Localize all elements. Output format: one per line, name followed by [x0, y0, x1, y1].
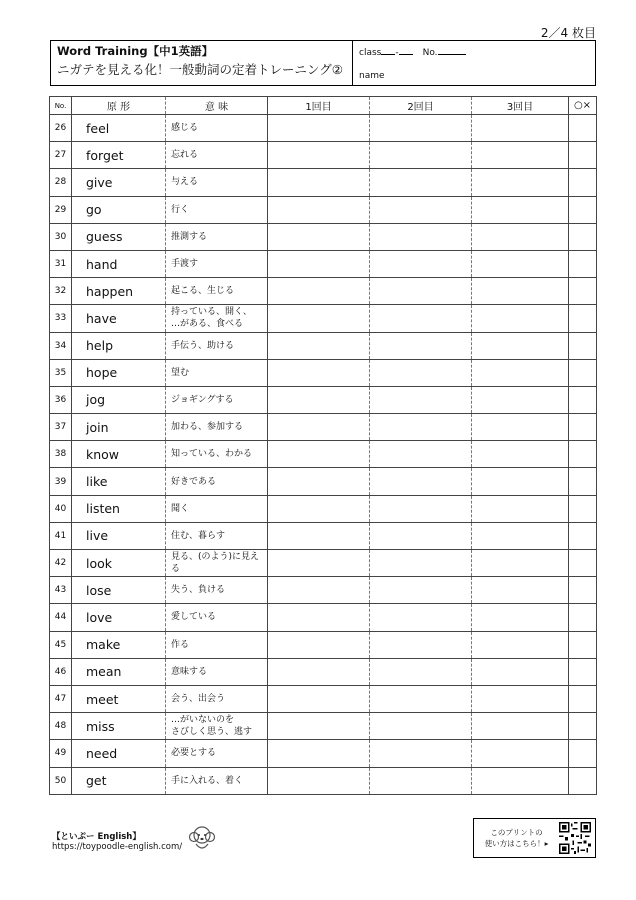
word-cell: live	[72, 522, 166, 549]
row-number: 34	[50, 332, 72, 359]
check-cell[interactable]	[569, 468, 597, 495]
row-number: 27	[50, 142, 72, 169]
answer-cell-1[interactable]	[268, 441, 370, 468]
check-cell[interactable]	[569, 169, 597, 196]
table-row	[50, 441, 597, 468]
class-separator: -	[395, 48, 399, 58]
check-cell[interactable]	[569, 495, 597, 522]
check-cell[interactable]	[569, 740, 597, 767]
meaning-cell: 推測する	[166, 223, 268, 250]
word-cell: like	[72, 468, 166, 495]
answer-cell-3[interactable]	[472, 441, 569, 468]
check-cell[interactable]	[569, 278, 597, 305]
meaning-cell: …がいないのを さびしく思う、逃す	[166, 713, 268, 740]
answer-cell-1[interactable]	[268, 740, 370, 767]
word-cell: mean	[72, 658, 166, 685]
answer-cell-2[interactable]	[370, 278, 472, 305]
row-number: 37	[50, 414, 72, 441]
answer-cell-2[interactable]	[370, 550, 472, 577]
word-cell: miss	[72, 713, 166, 740]
header-no: No.	[50, 97, 72, 115]
number-field[interactable]	[423, 45, 466, 60]
answer-cell-3[interactable]	[472, 658, 569, 685]
answer-cell-1[interactable]	[268, 522, 370, 549]
meaning-cell: 愛している	[166, 604, 268, 631]
meaning-cell: 手伝う、助ける	[166, 332, 268, 359]
table-row	[50, 495, 597, 522]
check-cell[interactable]	[569, 223, 597, 250]
row-number: 42	[50, 550, 72, 577]
meaning-cell: 知っている、わかる	[166, 441, 268, 468]
answer-cell-2[interactable]	[370, 713, 472, 740]
row-number: 30	[50, 223, 72, 250]
answer-cell-2[interactable]	[370, 169, 472, 196]
answer-cell-2[interactable]	[370, 631, 472, 658]
answer-cell-3[interactable]	[472, 740, 569, 767]
answer-cell-1[interactable]	[268, 386, 370, 413]
answer-cell-3[interactable]	[472, 169, 569, 196]
word-cell: know	[72, 441, 166, 468]
word-cell: join	[72, 414, 166, 441]
word-cell: make	[72, 631, 166, 658]
answer-cell-2[interactable]	[370, 441, 472, 468]
name-label: name	[359, 71, 385, 81]
table-row	[50, 550, 597, 577]
check-cell[interactable]	[569, 550, 597, 577]
table-row	[50, 631, 597, 658]
meaning-cell: 行く	[166, 196, 268, 223]
answer-cell-1[interactable]	[268, 468, 370, 495]
row-number: 46	[50, 658, 72, 685]
table-row	[50, 115, 597, 142]
answer-cell-1[interactable]	[268, 142, 370, 169]
table-row	[50, 142, 597, 169]
meaning-cell: 好きである	[166, 468, 268, 495]
site-url[interactable]: https://toypoodle-english.com/	[52, 842, 183, 852]
answer-cell-3[interactable]	[472, 577, 569, 604]
worksheet-header	[50, 40, 596, 86]
row-number: 35	[50, 359, 72, 386]
meaning-cell: 忘れる	[166, 142, 268, 169]
meaning-cell: 持っている、開く、 …がある、食べる	[166, 305, 268, 332]
row-number: 41	[50, 522, 72, 549]
check-cell[interactable]	[569, 115, 597, 142]
header-check: ○×	[569, 97, 597, 115]
check-cell[interactable]	[569, 767, 597, 794]
row-number: 40	[50, 495, 72, 522]
word-cell: guess	[72, 223, 166, 250]
answer-cell-1[interactable]	[268, 305, 370, 332]
answer-cell-3[interactable]	[472, 604, 569, 631]
table-row	[50, 169, 597, 196]
table-row	[50, 223, 597, 250]
table-row	[50, 386, 597, 413]
answer-cell-1[interactable]	[268, 278, 370, 305]
header-try2: 2回目	[370, 97, 472, 115]
check-cell[interactable]	[569, 332, 597, 359]
word-cell: jog	[72, 386, 166, 413]
header-word: 原 形	[72, 97, 166, 115]
meaning-cell: 住む、暮らす	[166, 522, 268, 549]
word-cell: have	[72, 305, 166, 332]
poodle-mascot-icon	[186, 822, 218, 854]
word-cell: forget	[72, 142, 166, 169]
answer-cell-3[interactable]	[472, 305, 569, 332]
word-cell: love	[72, 604, 166, 631]
meaning-cell: 見る、(のよう)に見え る	[166, 550, 268, 577]
check-cell[interactable]	[569, 631, 597, 658]
answer-cell-2[interactable]	[370, 414, 472, 441]
row-number: 31	[50, 250, 72, 277]
answer-cell-3[interactable]	[472, 223, 569, 250]
meaning-cell: 感じる	[166, 115, 268, 142]
row-number: 50	[50, 767, 72, 794]
table-row	[50, 196, 597, 223]
answer-cell-2[interactable]	[370, 604, 472, 631]
check-cell[interactable]	[569, 604, 597, 631]
meaning-cell: 必要とする	[166, 740, 268, 767]
answer-cell-2[interactable]	[370, 468, 472, 495]
answer-cell-1[interactable]	[268, 223, 370, 250]
word-cell: meet	[72, 685, 166, 712]
header-meaning: 意 味	[166, 97, 268, 115]
check-cell[interactable]	[569, 414, 597, 441]
row-number: 49	[50, 740, 72, 767]
answer-cell-3[interactable]	[472, 495, 569, 522]
word-cell: give	[72, 169, 166, 196]
table-row	[50, 658, 597, 685]
row-number: 44	[50, 604, 72, 631]
row-number: 43	[50, 577, 72, 604]
answer-cell-2[interactable]	[370, 196, 472, 223]
answer-cell-3[interactable]	[472, 685, 569, 712]
row-number: 32	[50, 278, 72, 305]
table-row	[50, 468, 597, 495]
check-cell[interactable]	[569, 685, 597, 712]
word-cell: happen	[72, 278, 166, 305]
usage-link-box[interactable]	[473, 818, 596, 858]
answer-cell-2[interactable]	[370, 359, 472, 386]
answer-cell-1[interactable]	[268, 604, 370, 631]
word-cell: hope	[72, 359, 166, 386]
answer-cell-1[interactable]	[268, 658, 370, 685]
answer-cell-2[interactable]	[370, 250, 472, 277]
word-cell: hand	[72, 250, 166, 277]
word-rows	[50, 115, 597, 795]
answer-cell-1[interactable]	[268, 332, 370, 359]
row-number: 29	[50, 196, 72, 223]
answer-cell-3[interactable]	[472, 115, 569, 142]
table-row	[50, 740, 597, 767]
row-number: 36	[50, 386, 72, 413]
answer-cell-3[interactable]	[472, 359, 569, 386]
word-cell: look	[72, 550, 166, 577]
answer-cell-3[interactable]	[472, 196, 569, 223]
student-info-block	[353, 41, 595, 85]
word-cell: help	[72, 332, 166, 359]
meaning-cell: 手に入れる、着く	[166, 767, 268, 794]
answer-cell-1[interactable]	[268, 631, 370, 658]
table-row	[50, 685, 597, 712]
answer-cell-3[interactable]	[472, 522, 569, 549]
number-label: No.	[422, 48, 438, 58]
word-cell: get	[72, 767, 166, 794]
worksheet-subtitle: ニガテを見える化！一般動詞の定着トレーニング②	[57, 62, 343, 77]
meaning-cell: 望む	[166, 359, 268, 386]
answer-cell-3[interactable]	[472, 332, 569, 359]
answer-cell-2[interactable]	[370, 305, 472, 332]
answer-cell-1[interactable]	[268, 713, 370, 740]
table-row	[50, 767, 597, 794]
name-field[interactable]	[359, 71, 385, 81]
meaning-cell: ジョギングする	[166, 386, 268, 413]
word-cell: listen	[72, 495, 166, 522]
answer-cell-2[interactable]	[370, 332, 472, 359]
word-cell: go	[72, 196, 166, 223]
check-cell[interactable]	[569, 522, 597, 549]
title-block	[51, 41, 353, 85]
check-cell[interactable]	[569, 359, 597, 386]
table-row	[50, 278, 597, 305]
check-cell[interactable]	[569, 196, 597, 223]
table-row	[50, 713, 597, 740]
answer-cell-2[interactable]	[370, 740, 472, 767]
page-count: 2／4 枚目	[540, 26, 596, 40]
answer-cell-2[interactable]	[370, 142, 472, 169]
table-row	[50, 577, 597, 604]
answer-cell-2[interactable]	[370, 577, 472, 604]
row-number: 26	[50, 115, 72, 142]
answer-cell-3[interactable]	[472, 468, 569, 495]
usage-link-text: このプリントの 使い方はこちら！▸	[484, 828, 549, 848]
answer-cell-2[interactable]	[370, 685, 472, 712]
table-row	[50, 604, 597, 631]
worksheet-title: Word Training【中1英語】	[57, 44, 214, 58]
answer-cell-2[interactable]	[370, 115, 472, 142]
check-cell[interactable]	[569, 577, 597, 604]
answer-cell-2[interactable]	[370, 767, 472, 794]
answer-cell-1[interactable]	[268, 196, 370, 223]
table-row	[50, 332, 597, 359]
check-cell[interactable]	[569, 658, 597, 685]
meaning-cell: 与える	[166, 169, 268, 196]
answer-cell-2[interactable]	[370, 495, 472, 522]
check-cell[interactable]	[569, 386, 597, 413]
answer-cell-3[interactable]	[472, 250, 569, 277]
check-cell[interactable]	[569, 250, 597, 277]
answer-cell-1[interactable]	[268, 359, 370, 386]
meaning-cell: 手渡す	[166, 250, 268, 277]
class-label: class	[359, 48, 382, 58]
answer-cell-2[interactable]	[370, 386, 472, 413]
row-number: 47	[50, 685, 72, 712]
row-number: 39	[50, 468, 72, 495]
table-row	[50, 305, 597, 332]
answer-cell-3[interactable]	[472, 414, 569, 441]
answer-cell-1[interactable]	[268, 767, 370, 794]
answer-cell-1[interactable]	[268, 115, 370, 142]
meaning-cell: 会う、出会う	[166, 685, 268, 712]
answer-cell-3[interactable]	[472, 631, 569, 658]
answer-cell-2[interactable]	[370, 658, 472, 685]
row-number: 28	[50, 169, 72, 196]
meaning-cell: 加わる、参加する	[166, 414, 268, 441]
answer-cell-3[interactable]	[472, 278, 569, 305]
answer-cell-1[interactable]	[268, 495, 370, 522]
answer-cell-1[interactable]	[268, 414, 370, 441]
header-try1: 1回目	[268, 97, 370, 115]
header-try3: 3回目	[472, 97, 569, 115]
answer-cell-3[interactable]	[472, 142, 569, 169]
answer-cell-1[interactable]	[268, 577, 370, 604]
row-number: 45	[50, 631, 72, 658]
check-cell[interactable]	[569, 441, 597, 468]
row-number: 38	[50, 441, 72, 468]
check-cell[interactable]	[569, 305, 597, 332]
answer-cell-1[interactable]	[268, 685, 370, 712]
answer-cell-1[interactable]	[268, 250, 370, 277]
word-cell: feel	[72, 115, 166, 142]
answer-cell-3[interactable]	[472, 386, 569, 413]
table-row	[50, 522, 597, 549]
answer-cell-1[interactable]	[268, 169, 370, 196]
brand-name: 【といぷー English】	[52, 832, 141, 842]
answer-cell-3[interactable]	[472, 767, 569, 794]
check-cell[interactable]	[569, 713, 597, 740]
table-row	[50, 250, 597, 277]
answer-cell-2[interactable]	[370, 522, 472, 549]
row-number: 33	[50, 305, 72, 332]
table-row	[50, 359, 597, 386]
answer-cell-3[interactable]	[472, 713, 569, 740]
answer-cell-1[interactable]	[268, 550, 370, 577]
meaning-cell: 失う、負ける	[166, 577, 268, 604]
meaning-cell: 聞く	[166, 495, 268, 522]
word-table	[49, 96, 597, 795]
meaning-cell: 意味する	[166, 658, 268, 685]
qr-code-icon[interactable]	[559, 822, 591, 854]
word-cell: lose	[72, 577, 166, 604]
word-cell: need	[72, 740, 166, 767]
row-number: 48	[50, 713, 72, 740]
answer-cell-3[interactable]	[472, 550, 569, 577]
answer-cell-2[interactable]	[370, 223, 472, 250]
table-row	[50, 414, 597, 441]
meaning-cell: 作る	[166, 631, 268, 658]
class-field[interactable]	[359, 45, 413, 60]
meaning-cell: 起こる、生じる	[166, 278, 268, 305]
check-cell[interactable]	[569, 142, 597, 169]
